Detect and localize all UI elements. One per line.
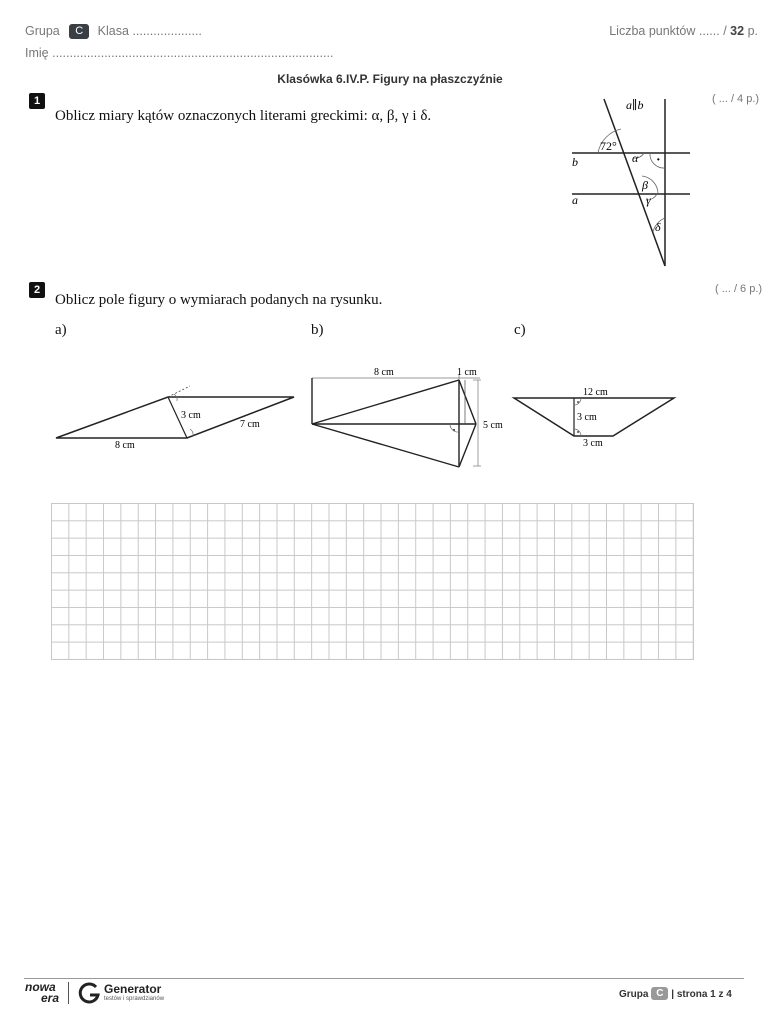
q2a-label: a)	[55, 322, 67, 338]
header-name	[25, 46, 333, 60]
parallelogram	[56, 397, 294, 438]
right-angle-dot: ·	[656, 153, 661, 168]
q2c-bottom: 3 cm	[583, 438, 603, 449]
q1-text: Oblicz miary kątów oznaczonych literami greckimi: α, β, γ i δ.	[55, 108, 432, 124]
beta-label: β	[642, 178, 648, 192]
q2a-figure	[50, 380, 300, 455]
q2a-side: 7 cm	[240, 419, 260, 430]
header-points	[609, 24, 758, 38]
gamma-label: γ	[646, 193, 651, 207]
edge	[459, 380, 476, 424]
edge	[312, 380, 459, 424]
points-total: 32	[730, 24, 745, 38]
q2b-figure	[308, 362, 508, 474]
header-group	[25, 24, 202, 39]
points-label: Liczba punktów	[609, 24, 696, 38]
generator-name: Generator	[104, 982, 162, 996]
q2b-label: b)	[311, 322, 324, 338]
q2b-top: 8 cm	[374, 367, 394, 378]
parallel-label: a∥b	[626, 98, 644, 112]
logo-bottom: era	[40, 991, 59, 1005]
q2b-right: 5 cm	[483, 420, 503, 431]
generator-logo-icon	[77, 981, 101, 1005]
q2a-base: 8 cm	[115, 440, 135, 451]
class-label: Klasa	[97, 24, 129, 38]
answer-grid[interactable]	[51, 503, 694, 660]
q2-number: 2	[29, 282, 45, 298]
line-b-label: b	[572, 155, 578, 169]
points-sep: /	[723, 24, 727, 38]
q1-figure	[560, 92, 700, 270]
q1-points: ( ... / 4 p.)	[712, 93, 760, 105]
alpha-label: α	[632, 151, 639, 165]
right-angle-mark	[190, 429, 193, 436]
q2c-label: c)	[514, 322, 526, 338]
name-label: Imię	[25, 46, 49, 60]
nowa-era-logo	[25, 982, 59, 1004]
points-dots: ......	[698, 24, 720, 38]
q2c-figure	[510, 383, 680, 449]
footer-page-info	[619, 987, 732, 1000]
logo-separator	[68, 982, 69, 1004]
q2a-height: 3 cm	[181, 410, 201, 421]
extension-line	[168, 386, 190, 397]
q2-text: Oblicz pole figury o wymiarach podanych na rysunku.	[55, 292, 383, 308]
logo-top: nowa	[25, 980, 56, 994]
line-a-label: a	[572, 193, 578, 207]
transversal	[604, 99, 665, 266]
footer-divider	[24, 978, 744, 979]
q2c-top: 12 cm	[583, 387, 608, 398]
name-dots: .................................................................................	[52, 46, 334, 60]
points-unit: p.	[747, 24, 758, 38]
page-title: Klasówka 6.IV.P. Figury na płaszczyźnie	[277, 72, 503, 86]
generator-sub: testów i sprawdzianów	[104, 996, 165, 1002]
angle-72-label: 72°	[600, 139, 617, 153]
q2c-height: 3 cm	[577, 412, 597, 423]
q2-points: ( ... / 6 p.)	[715, 283, 763, 295]
footer-group-badge: C	[651, 987, 668, 1000]
delta-label: δ	[655, 220, 661, 234]
edge	[459, 424, 476, 467]
right-angle-dot	[577, 401, 579, 403]
class-dots: ....................	[132, 24, 202, 38]
group-badge: C	[69, 24, 89, 39]
q2b-small: 1 cm	[457, 367, 477, 378]
group-label: Grupa	[25, 24, 60, 38]
q1-number: 1	[29, 93, 45, 109]
right-angle-dot	[577, 431, 579, 433]
footer-page-text: | strona 1 z 4	[671, 989, 732, 1000]
edge	[312, 424, 459, 467]
footer-group-label: Grupa	[619, 989, 649, 1000]
